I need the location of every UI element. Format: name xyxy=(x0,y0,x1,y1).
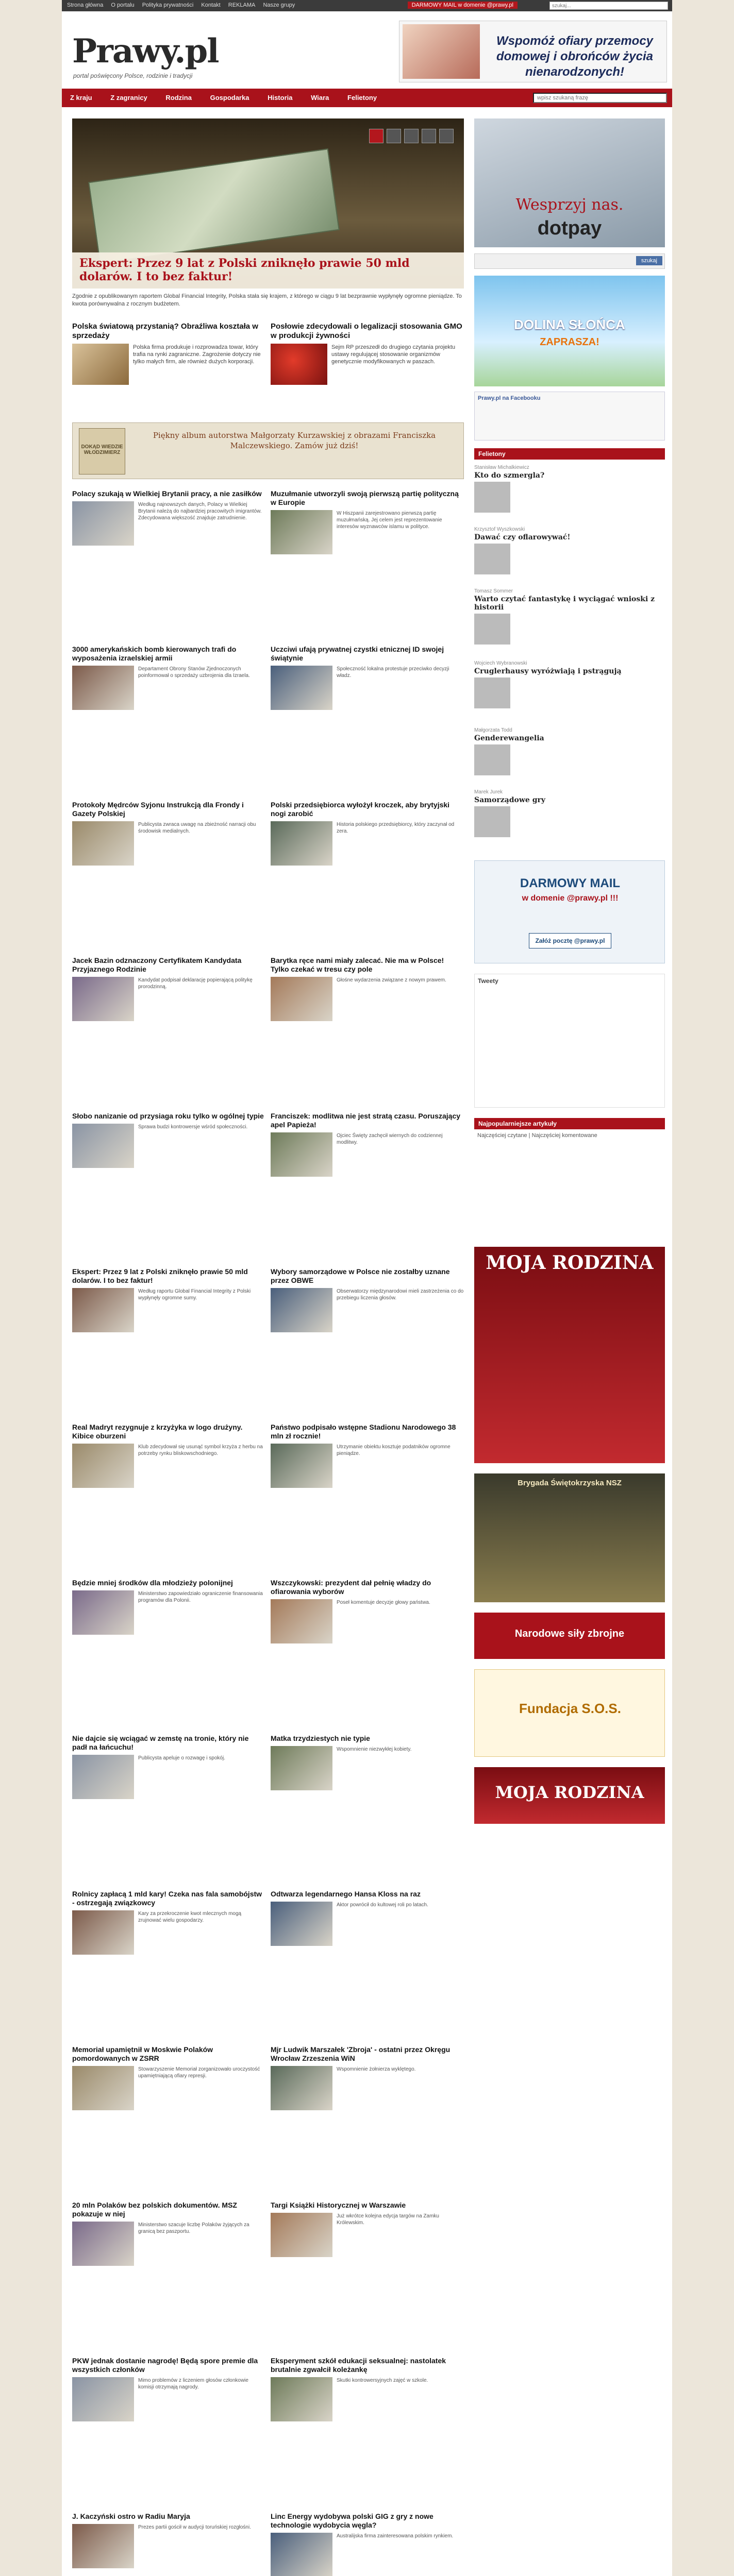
column-photo xyxy=(474,677,510,708)
article-card[interactable] xyxy=(271,1112,464,1177)
magazine-ad-small[interactable] xyxy=(474,1767,665,1824)
article-excerpt: Ojciec Święty zachęcił wiernych do codziennej modlitwy. xyxy=(337,1133,443,1145)
column-author: Marek Jurek xyxy=(474,789,503,795)
slider-headline[interactable]: Ekspert: Przez 9 lat z Polski zniknęło prawie 50 mld dolarów. I to bez faktur! xyxy=(79,257,410,283)
article-excerpt: Aktor powrócił do kultowej roli po latach. xyxy=(337,1902,428,1908)
article-title[interactable]: Real Madryt rezygnuje z krzyżyka w logo drużyny. Kibice oburzeni xyxy=(72,1423,243,1440)
top-link[interactable]: Strona główna xyxy=(67,2,104,8)
article-title[interactable]: Wybory samorządowe w Polsce nie zostałby uznane przez OBWE xyxy=(271,1267,450,1284)
article-photo[interactable] xyxy=(271,1288,332,1332)
article-photo[interactable] xyxy=(72,501,134,546)
article-card[interactable] xyxy=(271,1890,464,1946)
valley-ad[interactable] xyxy=(474,276,665,386)
fundacja-ad[interactable] xyxy=(474,1669,665,1757)
feature-article[interactable] xyxy=(72,322,265,385)
article-excerpt: Społeczność lokalna protestuje przeciwko decyzji władz. xyxy=(337,666,449,679)
article-title[interactable]: Muzułmanie utworzyli swoją pierwszą partię polityczną w Europie xyxy=(271,489,459,506)
article-title[interactable]: Linc Energy wydobywa polski GIG z gry z nowe technologie wydobycia węgla? xyxy=(271,2512,433,2529)
slider-dot[interactable] xyxy=(369,129,383,143)
slider-dot[interactable] xyxy=(422,129,436,143)
valley-title: DOLINA SŁOŃCA xyxy=(514,317,625,332)
article-card[interactable] xyxy=(271,1267,464,1332)
slider-thumbnails xyxy=(366,129,454,145)
article-title[interactable]: Memoriał upamiętnił w Moskwie Polaków pomordowanych w ZSRR xyxy=(72,2045,213,2062)
nav-item[interactable]: Rodzina xyxy=(165,94,192,101)
donate-ad[interactable] xyxy=(474,118,665,247)
article-card[interactable] xyxy=(72,2357,265,2421)
column-item[interactable] xyxy=(474,527,665,574)
column-title[interactable]: Cruglerhausy wyróżwiają i pstrągują xyxy=(474,667,622,675)
article-card[interactable] xyxy=(271,1579,464,1643)
article-title[interactable]: Będzie mniej środków dla młodzieży polonijnej xyxy=(72,1579,233,1587)
column-author: Stanisław Michalkiewicz xyxy=(474,465,529,470)
top-link[interactable]: Kontakt xyxy=(201,2,221,8)
article-title[interactable]: 3000 amerykańskich bomb kierowanych trafi do wyposażenia izraelskiej armii xyxy=(72,645,237,662)
feature-text: Sejm RP przeszedł do drugiego czytania projektu ustawy regulującej stosowanie organizmów genetycznie modyfikowanych w paszach. xyxy=(331,344,456,365)
nav-item[interactable]: Z zagranicy xyxy=(110,94,147,101)
ad-text: Wspomóż ofiary przemocy domowej i obrońców życia nienarodzonych! xyxy=(496,34,654,79)
article-title[interactable]: Barytka ręce nami miały zalecać. Nie ma w Polsce! Tylko czekać w tresu czy pole xyxy=(271,956,444,973)
article-excerpt: Według raportu Global Financial Integrity z Polski wypłynęły ogromne sumy. xyxy=(138,1289,251,1301)
facebook-label: Prawy.pl na Facebooku xyxy=(478,395,541,401)
section-title: Felietony xyxy=(474,448,665,460)
top-bar xyxy=(62,0,672,11)
top-link[interactable]: O portalu xyxy=(111,2,135,8)
article-photo[interactable] xyxy=(271,2533,332,2576)
article-photo[interactable] xyxy=(271,510,332,554)
article-excerpt: Według najnowszych danych, Polacy w Wielkiej Brytanii należą do najbardziej pracowitych imigrantów. Zdecydowana większość znajduje zatrudnienie. xyxy=(138,502,262,521)
column-title[interactable]: Kto do szmergla? xyxy=(474,471,545,480)
article-title[interactable]: Wszczykowski: prezydent dał pełnię władzy do ofiarowania wyborów xyxy=(271,1579,431,1596)
article-photo[interactable] xyxy=(72,1910,134,1955)
column-title[interactable]: Samorządowe gry xyxy=(474,796,545,804)
article-title[interactable]: J. Kaczyński ostro w Radiu Maryja xyxy=(72,2512,190,2520)
feature-title[interactable]: Polska światową przystanią? Obraźliwa koształa w sprzedaży xyxy=(72,322,258,340)
article-title[interactable]: Nie dajcie się wciągać w zemstę na tronie, który nie padł na łańcuchu! xyxy=(72,1734,249,1751)
article-excerpt: Publicysta apeluje o rozwagę i spokój. xyxy=(138,1755,225,1761)
popular-title: Najpopularniejsze artykuły xyxy=(474,1118,665,1129)
article-card[interactable] xyxy=(72,1734,265,1799)
article-card[interactable] xyxy=(72,801,265,866)
article-excerpt: Poseł komentuje decyzje głowy państwa. xyxy=(337,1600,430,1605)
article-card[interactable] xyxy=(271,956,464,1021)
article-title[interactable]: Matka trzydziestych nie typie xyxy=(271,1734,370,1742)
nav-item[interactable]: Z kraju xyxy=(70,94,92,101)
article-photo[interactable] xyxy=(271,1599,332,1643)
article-card[interactable] xyxy=(271,2045,464,2110)
nav-item[interactable]: Wiara xyxy=(311,94,329,101)
column-author: Wojciech Wybranowski xyxy=(474,660,527,666)
article-card[interactable] xyxy=(72,2201,265,2266)
article-title[interactable]: Ekspert: Przez 9 lat z Polski zniknęło prawie 50 mld dolarów. I to bez faktur! xyxy=(72,1267,248,1284)
article-title[interactable]: Eksperyment szkół edukacji seksualnej: nastolatek brutalnie zgwałcił koleżankę xyxy=(271,2357,446,2374)
article-title[interactable]: Słobo nanizanie od przysiaga roku tylko w ogólnej typie xyxy=(72,1112,264,1120)
site-tagline: portal poświęcony Polsce, rodzinie i tradycji xyxy=(73,72,193,79)
article-excerpt: Wspomnienie niezwykłej kobiety. xyxy=(337,1747,412,1752)
ad-photo xyxy=(403,24,480,79)
column-photo xyxy=(474,806,510,837)
article-excerpt: Skutki kontrowersyjnych zajęć w szkole. xyxy=(337,2378,428,2383)
article-excerpt: W Hiszpanii zarejestrowano pierwszą partię muzułmańską. Jej celem jest reprezentowanie interesów wyznawców islamu w polityce. xyxy=(337,511,442,530)
facebook-box[interactable] xyxy=(474,392,665,440)
column-photo xyxy=(474,544,510,574)
column-author: Krzysztof Wyszkowski xyxy=(474,527,525,532)
article-card[interactable] xyxy=(72,2045,265,2110)
article-photo[interactable] xyxy=(72,1755,134,1799)
nav-search-input[interactable] xyxy=(533,93,667,103)
article-title[interactable]: Targi Książki Historycznej w Warszawie xyxy=(271,2201,406,2209)
sidebar-search-button[interactable]: szukaj xyxy=(636,256,662,265)
slider-dot[interactable] xyxy=(387,129,401,143)
article-photo[interactable] xyxy=(72,666,134,710)
article-title[interactable]: Franciszek: modlitwa nie jest stratą czasu. Poruszający apel Papieża! xyxy=(271,1112,461,1129)
article-photo[interactable] xyxy=(72,1444,134,1488)
top-search-input[interactable] xyxy=(549,2,668,10)
article-title[interactable]: Mjr Ludwik Marszałek 'Zbroja' - ostatni przez Okręgu Wrocław Zrzeszenia WiN xyxy=(271,2045,451,2062)
slider-dot[interactable] xyxy=(404,129,419,143)
article-title[interactable]: Jacek Bazin odznaczony Certyfikatem Kandydata Przyjaznego Rodzinie xyxy=(72,956,242,973)
book-banner[interactable] xyxy=(72,422,464,479)
column-title[interactable]: Genderewangelia xyxy=(474,734,544,742)
column-photo xyxy=(474,482,510,513)
article-title[interactable]: PKW jednak dostanie nagrodę! Będą spore premie dla wszystkich członków xyxy=(72,2357,258,2374)
article-title[interactable]: Polacy szukają w Wielkiej Brytanii pracy, a nie zasiłków xyxy=(72,489,262,498)
column-author: Tomasz Sommer xyxy=(474,588,513,594)
column-title[interactable]: Warto czytać fantastykę i wyciągać wnioski z historii xyxy=(474,595,655,612)
slider-dot[interactable] xyxy=(439,129,454,143)
article-card[interactable] xyxy=(72,1112,265,1168)
dotpay-logo: dotpay xyxy=(537,217,602,239)
article-excerpt: Ministerstwo szacuje liczbę Polaków żyjących za granicą bez paszportu. xyxy=(138,2222,249,2234)
column-photo xyxy=(474,744,510,775)
headline-slider[interactable] xyxy=(72,118,464,289)
column-item[interactable] xyxy=(474,465,665,513)
article-excerpt: Wspomnienie żołnierza wyklętego. xyxy=(337,2066,416,2072)
article-excerpt: Kary za przekroczenie kwot mlecznych mogą zrujnować wielu gospodarzy. xyxy=(138,1911,242,1923)
nav-item[interactable]: Gospodarka xyxy=(210,94,249,101)
mail-promo-button[interactable]: DARMOWY MAIL w domenie @prawy.pl xyxy=(408,2,518,9)
popular-tabs: Najczęściej czytane | Najczęściej komentowane xyxy=(477,1132,597,1139)
create-mail-button[interactable]: Załóż pocztę @prawy.pl xyxy=(529,933,611,948)
column-item[interactable] xyxy=(474,727,665,775)
article-excerpt: Stowarzyszenie Memoriał zorganizowało uroczystość upamiętniającą ofiary represji. xyxy=(138,2066,260,2079)
header xyxy=(62,11,672,89)
article-card[interactable] xyxy=(72,1579,265,1635)
article-title[interactable]: Rolnicy zapłacą 1 mld kary! Czeka nas fala samobójstw - ostrzegają związkowcy xyxy=(72,1890,262,1907)
article-title[interactable]: Państwo podpisało wstępne Stadionu Narodowego 38 mln zł rocznie! xyxy=(271,1423,456,1440)
article-photo[interactable] xyxy=(72,2524,134,2568)
slider-photo xyxy=(88,148,340,264)
article-title[interactable]: Polski przedsiębiorca wyłożył kroczek, aby brytyjski nogi zarobić xyxy=(271,801,450,818)
valley-sub: ZAPRASZA! xyxy=(540,336,599,348)
article-card[interactable] xyxy=(72,489,265,546)
article-photo[interactable] xyxy=(271,2377,332,2421)
nsz-title: Narodowe siły zbrojne xyxy=(514,1628,625,1639)
article-photo[interactable] xyxy=(271,977,332,1021)
article-photo[interactable] xyxy=(271,1902,332,1946)
free-mail-box[interactable] xyxy=(474,860,665,963)
article-excerpt: Sprawa budzi kontrowersje wśród społeczności. xyxy=(138,1124,248,1130)
site-logo[interactable]: Prawy.pl xyxy=(72,32,219,71)
book-cover: DOKĄD WIEDZIE WŁODZIMIERZ xyxy=(79,428,125,474)
article-card[interactable] xyxy=(72,2512,265,2568)
article-photo[interactable] xyxy=(72,1124,134,1168)
magazine-ad[interactable] xyxy=(474,1247,665,1463)
article-excerpt: Australijska firma zainteresowana polskim rynkiem. xyxy=(337,2533,454,2539)
article-photo[interactable] xyxy=(271,1132,332,1177)
top-link[interactable]: Nasze grupy xyxy=(263,2,295,8)
column-item[interactable] xyxy=(474,789,665,837)
article-photo[interactable] xyxy=(271,666,332,710)
feature-text: Polska firma produkuje i rozprowadza towar, który trafia na rynki zagraniczne. Zagrożenie dotyczy nie tylko małych firm, ale również dużych korporacji. xyxy=(133,344,261,365)
article-card[interactable] xyxy=(271,489,464,554)
article-photo[interactable] xyxy=(271,821,332,866)
article-photo[interactable] xyxy=(72,2222,134,2266)
nav-item[interactable]: Felietony xyxy=(347,94,377,101)
article-card[interactable] xyxy=(271,2357,464,2421)
article-card[interactable] xyxy=(72,1267,265,1332)
article-title[interactable]: Odtwarza legendarnego Hansa Kloss na raz xyxy=(271,1890,421,1898)
column-item[interactable] xyxy=(474,588,665,645)
article-photo[interactable] xyxy=(271,1444,332,1488)
article-photo[interactable] xyxy=(72,2377,134,2421)
article-card[interactable] xyxy=(72,1890,265,1955)
article-card[interactable] xyxy=(271,801,464,866)
article-excerpt: Publicysta zwraca uwagę na zbieżność narracji obu środowisk medialnych. xyxy=(138,822,256,834)
top-links xyxy=(67,2,301,8)
feature-photo xyxy=(72,344,129,385)
twitter-title: Tweety xyxy=(478,977,498,985)
column-item[interactable] xyxy=(474,660,665,708)
article-excerpt: Departament Obrony Stanów Zjednoczonych poinformował o sprzedaży uzbrojenia dla Izraela. xyxy=(138,666,250,679)
article-photo[interactable] xyxy=(271,2213,332,2257)
article-excerpt: Klub zdecydował się usunąć symbol krzyża z herbu na potrzeby rynku bliskowschodniego. xyxy=(138,1444,263,1456)
article-excerpt: Utrzymanie obiektu kosztuje podatników ogromne pieniądze. xyxy=(337,1444,451,1456)
article-photo[interactable] xyxy=(72,1590,134,1635)
column-author: Małgorzata Todd xyxy=(474,727,512,733)
article-card[interactable] xyxy=(271,1423,464,1488)
column-photo xyxy=(474,614,510,645)
brigade-title: Brygada Świętokrzyska NSZ xyxy=(518,1479,622,1487)
article-title[interactable]: Uczciwi ufają prywatnej czystki etnicznej ID swojej świątynie xyxy=(271,645,444,662)
popular-articles xyxy=(474,1118,665,1236)
article-excerpt: Prezes partii gościł w audycji toruńskiej rozgłośni. xyxy=(138,2524,251,2530)
article-excerpt: Mimo problemów z liczeniem głosów członkowie komisji otrzymają nagrody. xyxy=(138,2378,248,2390)
popular-tab[interactable]: Najczęściej komentowane xyxy=(531,1132,597,1139)
article-card[interactable] xyxy=(271,1734,464,1790)
article-card[interactable] xyxy=(271,2512,464,2576)
article-excerpt: Obserwatorzy międzynarodowi mieli zastrzeżenia co do przebiegu liczenia głosów. xyxy=(337,1289,464,1301)
feature-photo xyxy=(271,344,327,385)
article-photo[interactable] xyxy=(72,2066,134,2110)
header-ad[interactable] xyxy=(399,21,667,82)
nav-item[interactable]: Historia xyxy=(268,94,293,101)
article-card[interactable] xyxy=(271,2201,464,2257)
feature-article[interactable] xyxy=(271,322,464,385)
article-card[interactable] xyxy=(72,1423,265,1488)
donate-title: Wesprzyj nas. xyxy=(515,196,624,214)
column-section xyxy=(474,448,665,460)
sidebar-search xyxy=(474,253,665,269)
mail-title: DARMOWY MAIL xyxy=(520,876,621,890)
popular-tab[interactable]: Najczęściej czytane xyxy=(477,1132,527,1139)
nsz-ad[interactable] xyxy=(474,1613,665,1659)
banner-text: Piękny album autorstwa Małgorzaty Kurzawskiej z obrazami Franciszka Malczewskiego. Zamów już dziś! xyxy=(153,431,436,450)
fundacja-title: Fundacja S.O.S. xyxy=(519,1701,621,1716)
article-card[interactable] xyxy=(271,645,464,710)
column-title[interactable]: Dawać czy oflarowywać! xyxy=(474,533,571,541)
article-excerpt: Głośne wydarzenia związane z nowym prawem. xyxy=(337,977,446,983)
slider-lede: Zgodnie z opublikowanym raportem Global Financial Integrity, Polska stała się krajem, z którego w ciągu 9 lat bezprawnie wypłynęły ogromne pieniądze. To kwota porównywalna z rocznym budżetem. xyxy=(72,293,462,307)
feature-title[interactable]: Posłowie zdecydowali o legalizacji stosowania GMO w produkcji żywności xyxy=(271,322,462,340)
top-link[interactable]: Polityka prywatności xyxy=(142,2,194,8)
magazine-title: MOJA RODZINA xyxy=(486,1252,654,1274)
article-excerpt: Historia polskiego przedsiębiorcy, który zaczynał od zera. xyxy=(337,822,455,834)
magazine-title-small: MOJA RODZINA xyxy=(495,1783,644,1802)
mail-subtitle: w domenie @prawy.pl !!! xyxy=(522,894,619,903)
article-photo[interactable] xyxy=(72,977,134,1021)
top-link[interactable]: REKLAMA xyxy=(228,2,256,8)
main-nav xyxy=(62,89,672,107)
article-photo[interactable] xyxy=(72,821,134,866)
article-excerpt: Ministerstwo zapowiedziało ograniczenie finansowania programów dla Polonii. xyxy=(138,1591,263,1603)
article-excerpt: Kandydat podpisał deklarację popierającą politykę prorodzinną. xyxy=(138,977,253,990)
brigade-ad[interactable] xyxy=(474,1473,665,1602)
article-photo[interactable] xyxy=(271,1746,332,1790)
article-card[interactable] xyxy=(72,645,265,710)
article-photo[interactable] xyxy=(271,2066,332,2110)
article-title[interactable]: 20 mln Polaków bez polskich dokumentów. MSZ pokazuje w niej xyxy=(72,2201,237,2218)
slider-caption xyxy=(72,252,464,289)
article-title[interactable]: Protokoły Mędrców Syjonu Instrukcją dla Frondy i Gazety Polskiej xyxy=(72,801,244,818)
twitter-widget[interactable] xyxy=(474,974,665,1108)
article-photo[interactable] xyxy=(72,1288,134,1332)
article-card[interactable] xyxy=(72,956,265,1021)
page-wrapper xyxy=(62,0,672,2576)
article-excerpt: Już wkrótce kolejna edycja targów na Zamku Królewskim. xyxy=(337,2213,439,2226)
